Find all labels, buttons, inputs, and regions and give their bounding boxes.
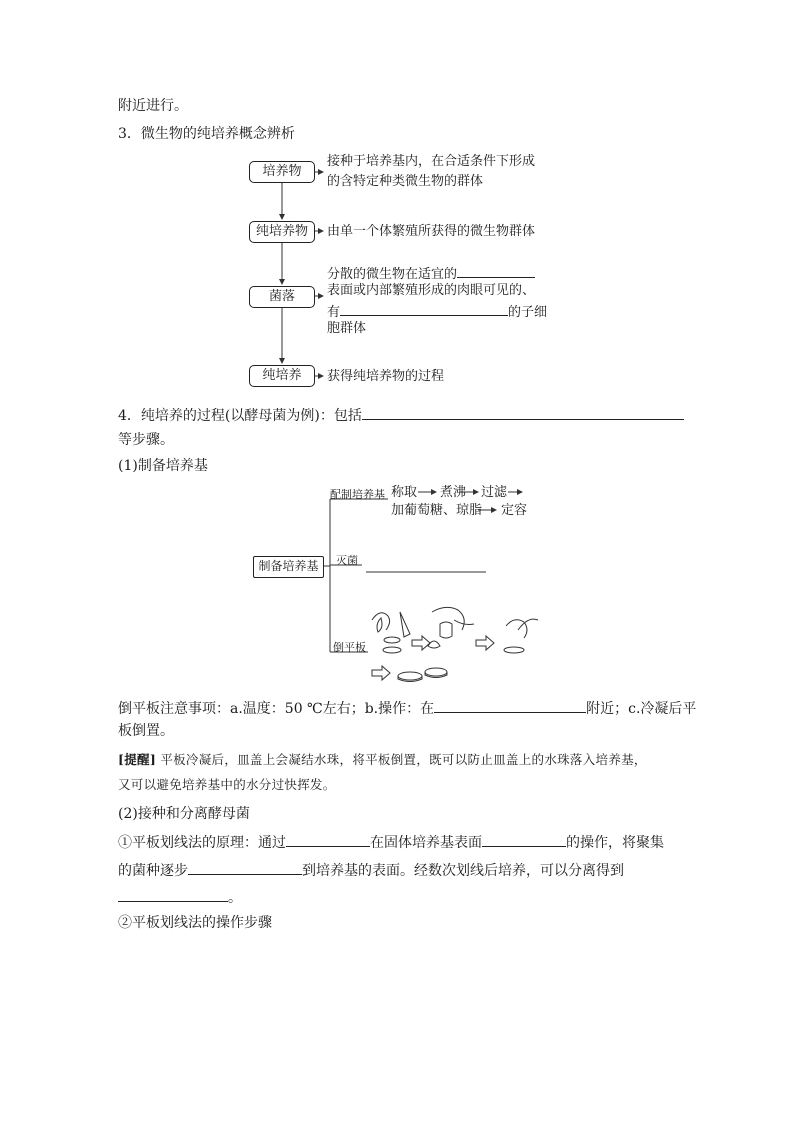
blank-flame[interactable] [434, 697, 586, 713]
tip-line2: 又可以避免培养基中的水分过快挥发。 [118, 777, 336, 792]
branch-sterilize: 灭菌 [336, 554, 358, 567]
blank-principle-2[interactable] [482, 831, 566, 847]
box-pure-culture: 纯培养 [249, 365, 315, 387]
sub-heading-1: (1)制备培养基 [118, 458, 208, 474]
principle-line2: 的菌种逐步 到培养基的表面。经数次划线后培养，可以分离得到 [118, 859, 624, 881]
box-colony: 菌落 [249, 286, 315, 308]
box-culture: 培养物 [249, 161, 315, 183]
plate-icon-2 [425, 668, 447, 676]
branch-pour-plate: 倒平板 [333, 641, 366, 654]
step-fix-volume: 定容 [501, 503, 528, 518]
box-medium-prep: 制备培养基 [253, 556, 324, 578]
bottle-icon-2 [440, 622, 452, 638]
principle-line3: 。 [118, 886, 242, 908]
blank-principle-4[interactable] [118, 886, 228, 902]
branch-prepare-medium: 配制培养基 [330, 488, 385, 501]
section3-heading: 3．微生物的纯培养概念辨析 [118, 126, 295, 142]
principle-line1: ①平板划线法的原理：通过 在固体培养基表面 的操作，将聚集 [118, 831, 664, 853]
section4-heading-tail: 等步骤。 [118, 432, 174, 448]
step-boil: 煮沸 [440, 485, 467, 500]
box-pure-culture-product: 纯培养物 [249, 221, 315, 243]
step-weigh: 称取 [391, 485, 418, 500]
intro-tail: 附近进行。 [118, 98, 188, 114]
plate-icon-1 [398, 672, 422, 680]
culture-desc-2: 的含特定种类微生物的群体 [327, 174, 484, 189]
blank-principle-1[interactable] [286, 831, 370, 847]
colony-desc-4: 胞群体 [327, 321, 367, 336]
lamp-icon-1 [384, 637, 400, 643]
blank-principle-3[interactable] [188, 859, 302, 875]
tip-tag: [提醒] [118, 752, 157, 767]
procedure-heading: ②平板划线法的操作步骤 [118, 915, 272, 931]
pour-note-line1: 倒平板注意事项：a.温度：50 ℃左右；b.操作：在 附近；c.冷凝后平 [118, 697, 696, 719]
step-add-glucose-agar: 加葡萄糖、琼脂 [391, 503, 483, 518]
dish-icon-1 [383, 647, 401, 653]
colony-desc-1: 分散的微生物在适宜的 [327, 262, 535, 284]
section4-heading: 4．纯培养的过程(以酵母菌为例)：包括 [118, 404, 684, 426]
tip-line1: [提醒] 平板冷凝后，皿盖上会凝结水珠，将平板倒置，既可以防止皿盖上的水珠落入培养基， [118, 752, 647, 767]
pure-culture-desc: 获得纯培养物的过程 [327, 369, 445, 384]
step-filter: 过滤 [481, 485, 508, 500]
sub-heading-2: (2)接种和分离酵母菌 [118, 806, 250, 822]
process-arrow-3 [372, 666, 390, 680]
culture-desc-1: 接种于培养基内，在合适条件下形成 [327, 154, 536, 169]
process-arrow-2 [476, 636, 494, 650]
pour-note-line2: 板倒置。 [118, 723, 174, 739]
hand-icon-3 [506, 620, 527, 638]
colony-desc-2: 表面或内部繁殖形成的肉眼可见的、 [327, 283, 536, 298]
colony-desc-3: 有 的子细 [327, 300, 547, 322]
hand-icon-1 [372, 613, 390, 630]
dish-icon-3 [504, 647, 524, 653]
hand-icon-2 [432, 607, 464, 630]
process-arrow-1 [412, 636, 430, 650]
flame-icon-1 [377, 618, 382, 632]
bottle-icon-1 [400, 612, 410, 637]
pure-product-desc: 由单一个体繁殖所获得的微生物群体 [327, 224, 536, 239]
flame-icon-2 [428, 641, 440, 648]
